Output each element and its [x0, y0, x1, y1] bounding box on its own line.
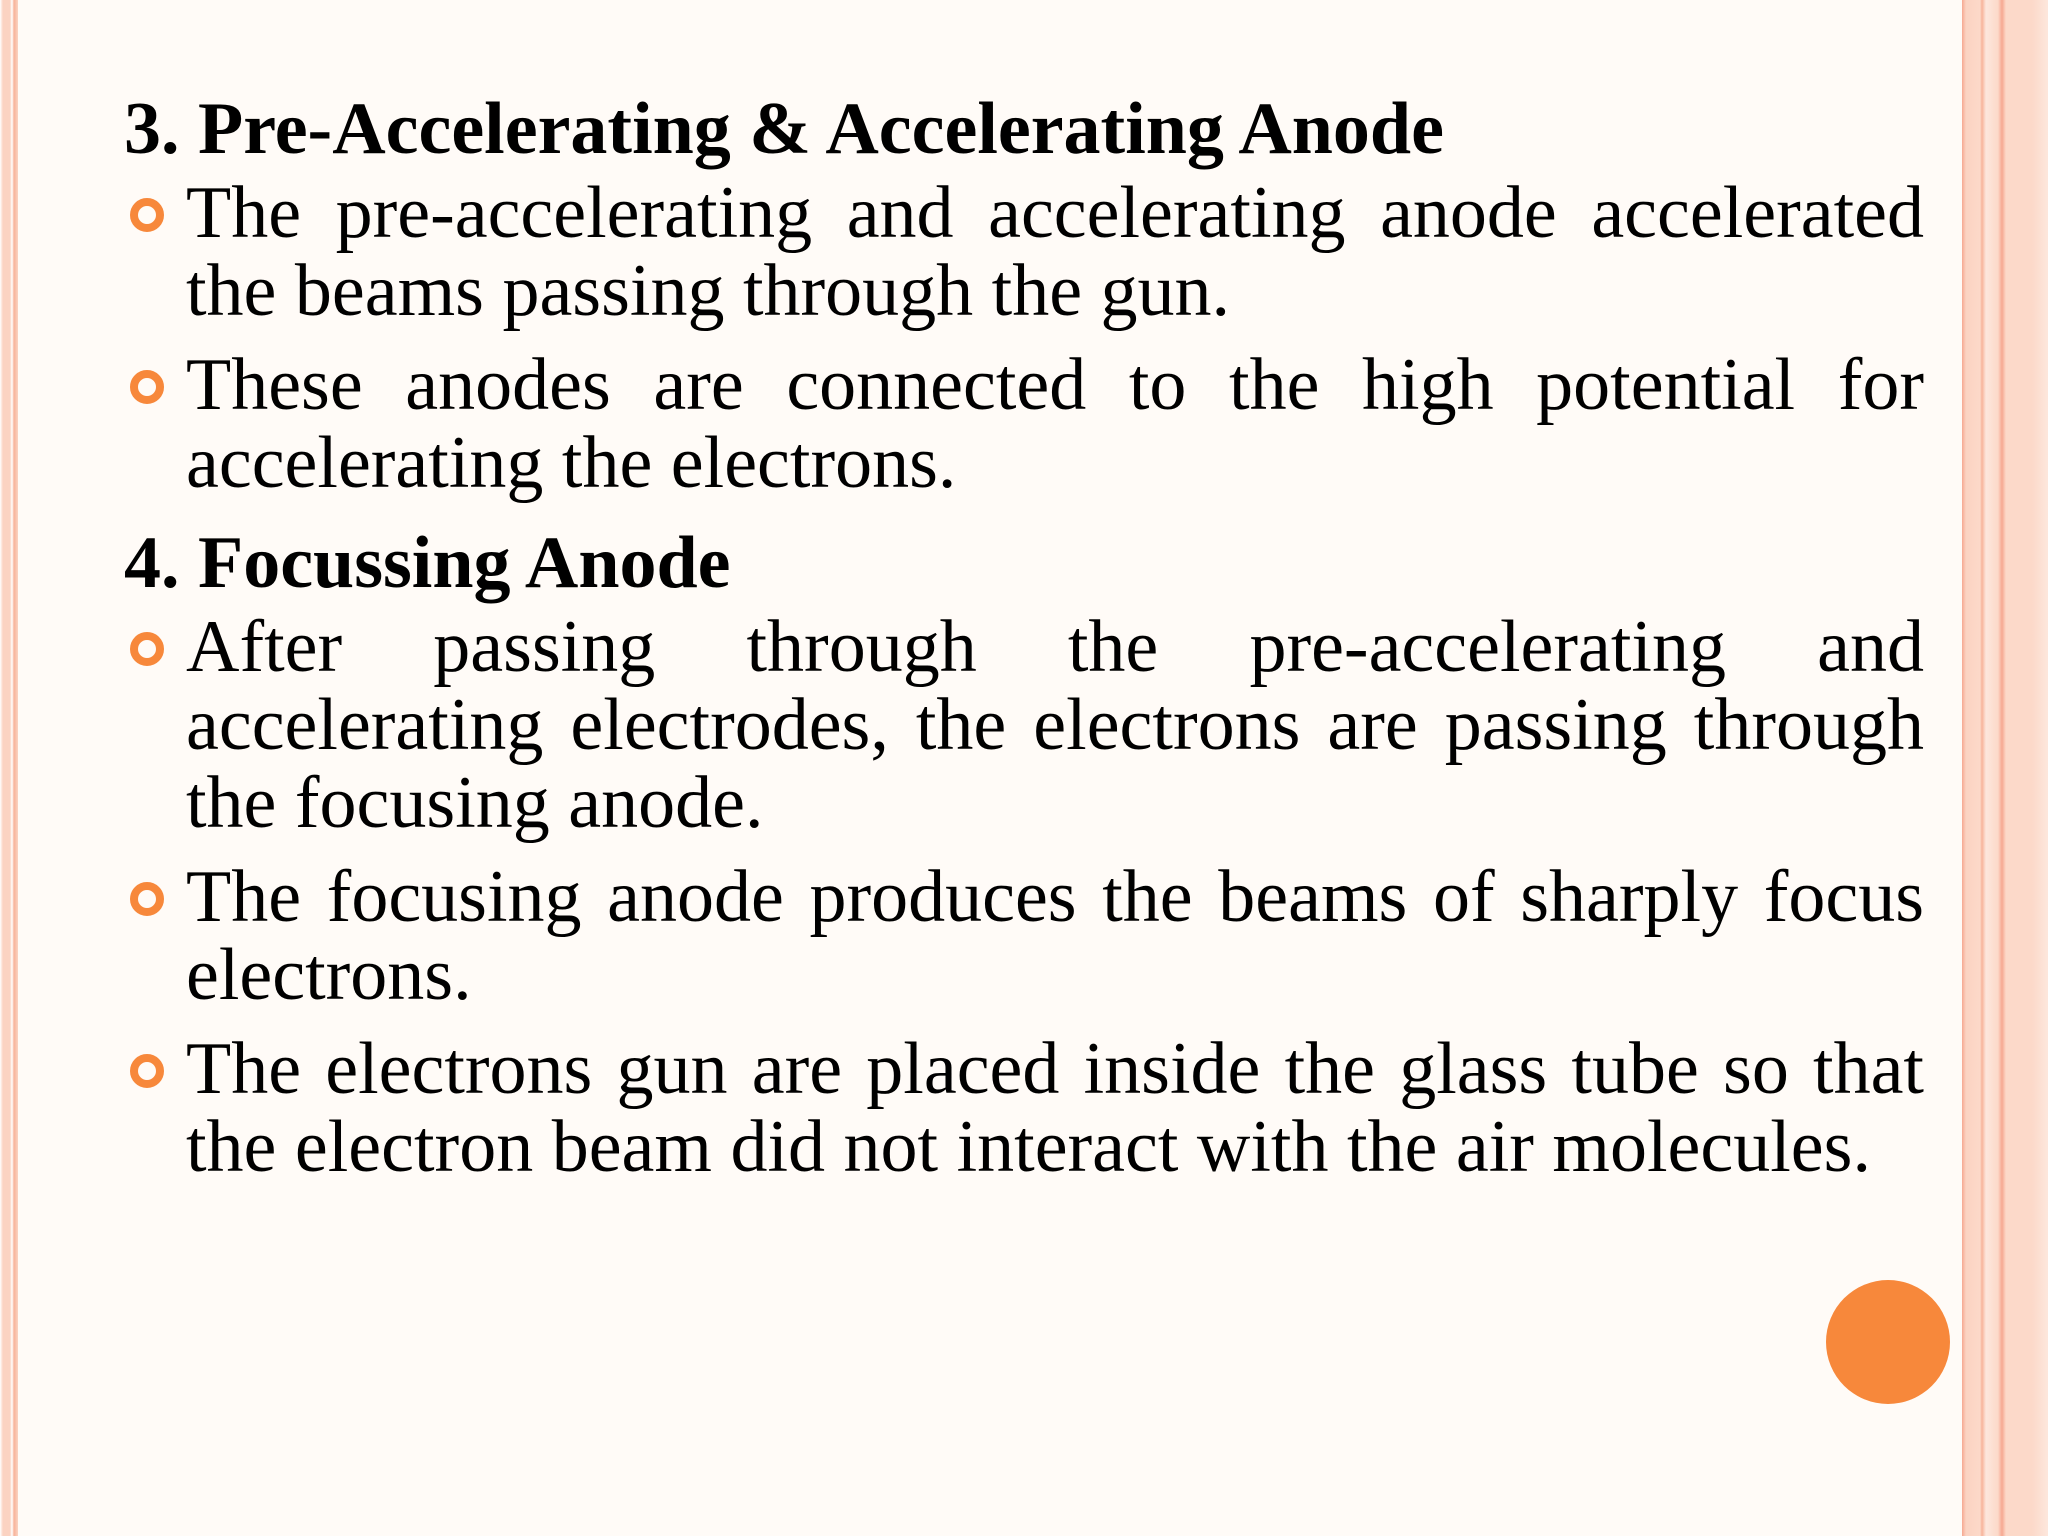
circle-bullet-icon	[130, 370, 164, 404]
section-number: 3	[124, 88, 161, 170]
left-border-decoration	[0, 0, 18, 1536]
circle-bullet-icon	[130, 632, 164, 666]
section-title: Focussing Anode	[179, 522, 731, 604]
circle-bullet-icon	[130, 882, 164, 916]
circle-bullet-icon	[130, 198, 164, 232]
circle-bullet-icon	[130, 1054, 164, 1088]
bullet-text: The focusing anode produces the beams of sharply focus electrons.	[186, 856, 1924, 1016]
section-heading-accelerating-anode	[124, 84, 1924, 174]
bullet-item	[124, 1030, 1924, 1186]
orange-circle-icon	[1826, 1280, 1950, 1404]
bullet-item	[124, 858, 1924, 1014]
bullet-text: These anodes are connected to the high potential for accelerating the electrons.	[186, 344, 1924, 504]
section-heading-focussing-anode	[124, 518, 1924, 608]
bullet-item	[124, 608, 1924, 842]
slide-content	[124, 84, 1924, 1202]
bullet-text: After passing through the pre-accelerating and accelerating electrodes, the electrons are passing through the focusing anode.	[186, 606, 1924, 844]
bullet-item	[124, 346, 1924, 502]
right-border-decoration	[1962, 0, 2048, 1536]
bullet-item	[124, 174, 1924, 330]
section-title: . Pre-Accelerating & Accelerating Anode	[161, 88, 1444, 170]
bullet-text: The pre-accelerating and accelerating anode accelerated the beams passing through the gun.	[186, 172, 1924, 332]
bullet-text: The electrons gun are placed inside the glass tube so that the electron beam did not interact with the air molecules.	[186, 1028, 1924, 1188]
section-number: 4.	[124, 522, 180, 604]
